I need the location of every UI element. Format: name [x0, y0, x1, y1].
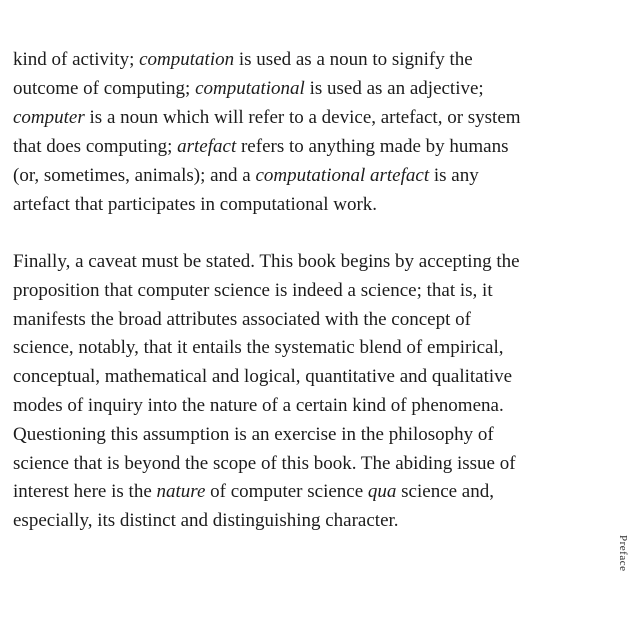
text-line [13, 392, 613, 421]
italic-term: qua [367, 481, 397, 503]
text-run: conceptual, mathematical and logical, quantitative and qualitative [13, 366, 513, 388]
text-line [13, 478, 613, 507]
text-line [13, 277, 613, 306]
text-run: manifests the broad attributes associated with the concept of [13, 308, 471, 330]
text-run: Finally, a caveat must be stated. This book begins by accepting the [13, 251, 520, 272]
italic-term: nature [156, 481, 206, 503]
paragraph-definitions [13, 45, 613, 219]
text-run: is any [429, 165, 479, 186]
italic-term: computational artefact [255, 165, 430, 186]
text-run: kind of activity; [13, 49, 140, 70]
text-line [13, 306, 613, 335]
text-run: outcome of computing; [13, 78, 196, 99]
text-line [13, 363, 613, 392]
text-run: science and, [396, 481, 494, 503]
text-run: especially, its distinct and distinguishing character. [13, 510, 399, 532]
running-head [617, 535, 631, 575]
text-line [13, 248, 613, 277]
italic-term: artefact [177, 136, 237, 157]
text-run: proposition that computer science is indeed a science; that is, it [13, 279, 493, 301]
text-run: of computer science [205, 481, 368, 503]
text-run: artefact that participates in computational work. [13, 194, 378, 215]
text-line [13, 74, 613, 103]
italic-term: computational [195, 78, 305, 99]
text-line [13, 45, 613, 74]
text-run: science that is beyond the scope of this book. The abiding issue of [13, 452, 516, 474]
text-line [13, 334, 613, 363]
text-run: interest here is the [13, 481, 157, 503]
text-run: that does computing; [13, 136, 178, 157]
running-head-text: Preface [617, 535, 629, 572]
text-run: is used as an adjective; [304, 78, 484, 99]
italic-term: computation [139, 49, 235, 70]
text-run: modes of inquiry into the nature of a certain kind of phenomena. [13, 394, 504, 416]
text-run: refers to anything made by humans [236, 136, 509, 157]
text-line [13, 161, 613, 190]
text-line [13, 421, 613, 450]
text-run: is used as a noun to signify the [234, 49, 473, 70]
text-line [13, 132, 613, 161]
paragraph-caveat [13, 248, 613, 536]
text-line [13, 190, 613, 219]
text-run: (or, sometimes, animals); and a [13, 165, 256, 186]
text-line [13, 507, 613, 536]
text-run: science, notably, that it entails the systematic blend of empirical, [13, 337, 504, 359]
text-line [13, 450, 613, 479]
italic-term: computer [13, 107, 85, 128]
text-run: Questioning this assumption is an exercise in the philosophy of [13, 423, 494, 445]
text-line [13, 103, 613, 132]
page-body [13, 45, 613, 536]
text-run: is a noun which will refer to a device, artefact, or system [84, 107, 521, 128]
